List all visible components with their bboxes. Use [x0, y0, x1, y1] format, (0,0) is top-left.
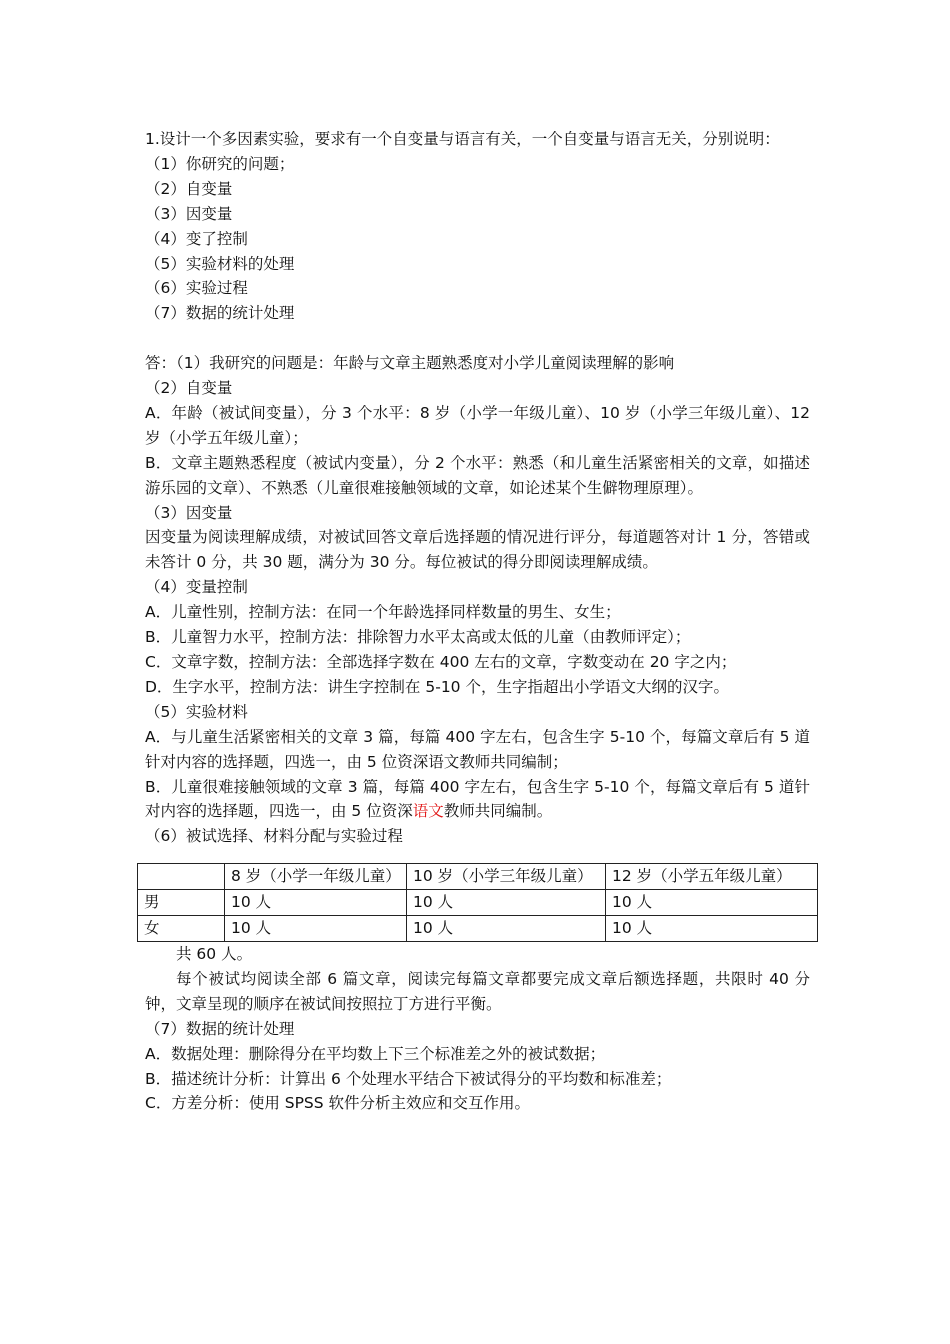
- question-item-5: （5）实验材料的处理: [145, 254, 295, 273]
- table-cell: 10 人: [407, 916, 606, 942]
- question-item-4: （4）变了控制: [145, 229, 248, 248]
- control-item-d: D．生字水平，控制方法：讲生字控制在 5-10 个，生字指超出小学语文大纲的汉字。: [145, 677, 729, 696]
- stats-item-c: C．方差分析：使用 SPSS 软件分析主效应和交互作用。: [145, 1094, 531, 1113]
- table-header-cell: 8 岁（小学一年级儿童）: [225, 864, 407, 890]
- dv-heading: （3）因变量: [145, 503, 233, 522]
- iv-b: B．文章主题熟悉程度（被试内变量），分 2 个水平：熟悉（和儿童生活紧密相关的文章，如描述游乐园的文章）、不熟悉（儿童很难接触领域的文章，如论述某个生僻物理原理）。: [145, 453, 810, 497]
- stats-heading: （7）数据的统计处理: [145, 1019, 295, 1038]
- table-header-cell: 10 岁（小学三年级儿童）: [407, 864, 606, 890]
- material-heading: （5）实验材料: [145, 702, 248, 721]
- iv-heading: （2）自变量: [145, 379, 233, 398]
- material-b-text: B．儿童很难接触领域的文章 3 篇，每篇 400 字左右，包含生字 5-10 个，每篇文章后有 5 道针对内容的选择题，四选一，由 5 位资深: [145, 777, 810, 821]
- material-b-tail: 教师共同编制。: [443, 802, 553, 821]
- process-heading: （6）被试选择、材料分配与实验过程: [145, 827, 403, 846]
- control-item-a: A．儿童性别，控制方法：在同一个年龄选择同样数量的男生、女生；: [145, 603, 621, 622]
- document-page: [145, 127, 810, 1116]
- question-item-2: （2）自变量: [145, 179, 233, 198]
- table-cell: 10 人: [606, 890, 818, 916]
- table-row: [138, 916, 818, 942]
- question-item-1: （1）你研究的问题；: [145, 154, 295, 173]
- answer-intro: 答：（1）我研究的问题是：年龄与文章主题熟悉度对小学儿童阅读理解的影响: [145, 354, 675, 373]
- question-item-7: （7）数据的统计处理: [145, 304, 295, 323]
- dv-text: 因变量为阅读理解成绩，对被试回答文章后选择题的情况进行评分，每道题答对计 1 分，答错或未答计 0 分，共 30 题，满分为 30 分。每位被试的得分即阅读理解成绩。: [145, 528, 810, 572]
- control-item-b: B．儿童智力水平，控制方法：排除智力水平太高或太低的儿童（由教师评定）；: [145, 628, 691, 647]
- total-count: 共 60 人。: [176, 944, 253, 963]
- iv-a: A．年龄（被试间变量），分 3 个水平：8 岁（小学一年级儿童）、10 岁（小学三年级儿童）、12 岁（小学五年级儿童）；: [145, 403, 810, 447]
- stats-item-a: A．数据处理：删除得分在平均数上下三个标准差之外的被试数据；: [145, 1044, 606, 1063]
- question-title: 1.设计一个多因素实验，要求有一个自变量与语言有关，一个自变量与语言无关，分别说明：: [145, 130, 780, 148]
- material-b-highlight: 语文: [412, 802, 444, 821]
- subject-allocation-table: [137, 863, 818, 942]
- material-a: A．与儿童生活紧密相关的文章 3 篇，每篇 400 字左右，包含生字 5-10 个，每篇文章后有 5 道针对内容的选择题，四选一，由 5 位资深语文教师共同编制；: [145, 727, 810, 771]
- control-heading: （4）变量控制: [145, 578, 248, 597]
- table-cell: 10 人: [407, 890, 606, 916]
- table-header-cell: 12 岁（小学五年级儿童）: [606, 864, 818, 890]
- spacer: [145, 326, 810, 351]
- table-cell: 女: [138, 916, 225, 942]
- table-cell: 10 人: [225, 916, 407, 942]
- procedure-text: 每个被试均阅读全部 6 篇文章，阅读完每篇文章都要完成文章后额选择题，共限时 40 分钟，文章呈现的顺序在被试间按照拉丁方进行平衡。: [145, 969, 810, 1013]
- table-cell: 10 人: [225, 890, 407, 916]
- question-item-3: （3）因变量: [145, 204, 233, 223]
- material-b: [145, 775, 810, 825]
- stats-item-b: B．描述统计分析：计算出 6 个处理水平结合下被试得分的平均数和标准差；: [145, 1069, 672, 1088]
- table-cell: 男: [138, 890, 225, 916]
- table-header-cell: [138, 864, 225, 890]
- table-cell: 10 人: [606, 916, 818, 942]
- question-item-6: （6）实验过程: [145, 279, 248, 298]
- control-item-c: C．文章字数，控制方法：全部选择字数在 400 左右的文章，字数变动在 20 字之内；: [145, 653, 737, 672]
- table-header-row: [138, 864, 818, 890]
- table-row: [138, 890, 818, 916]
